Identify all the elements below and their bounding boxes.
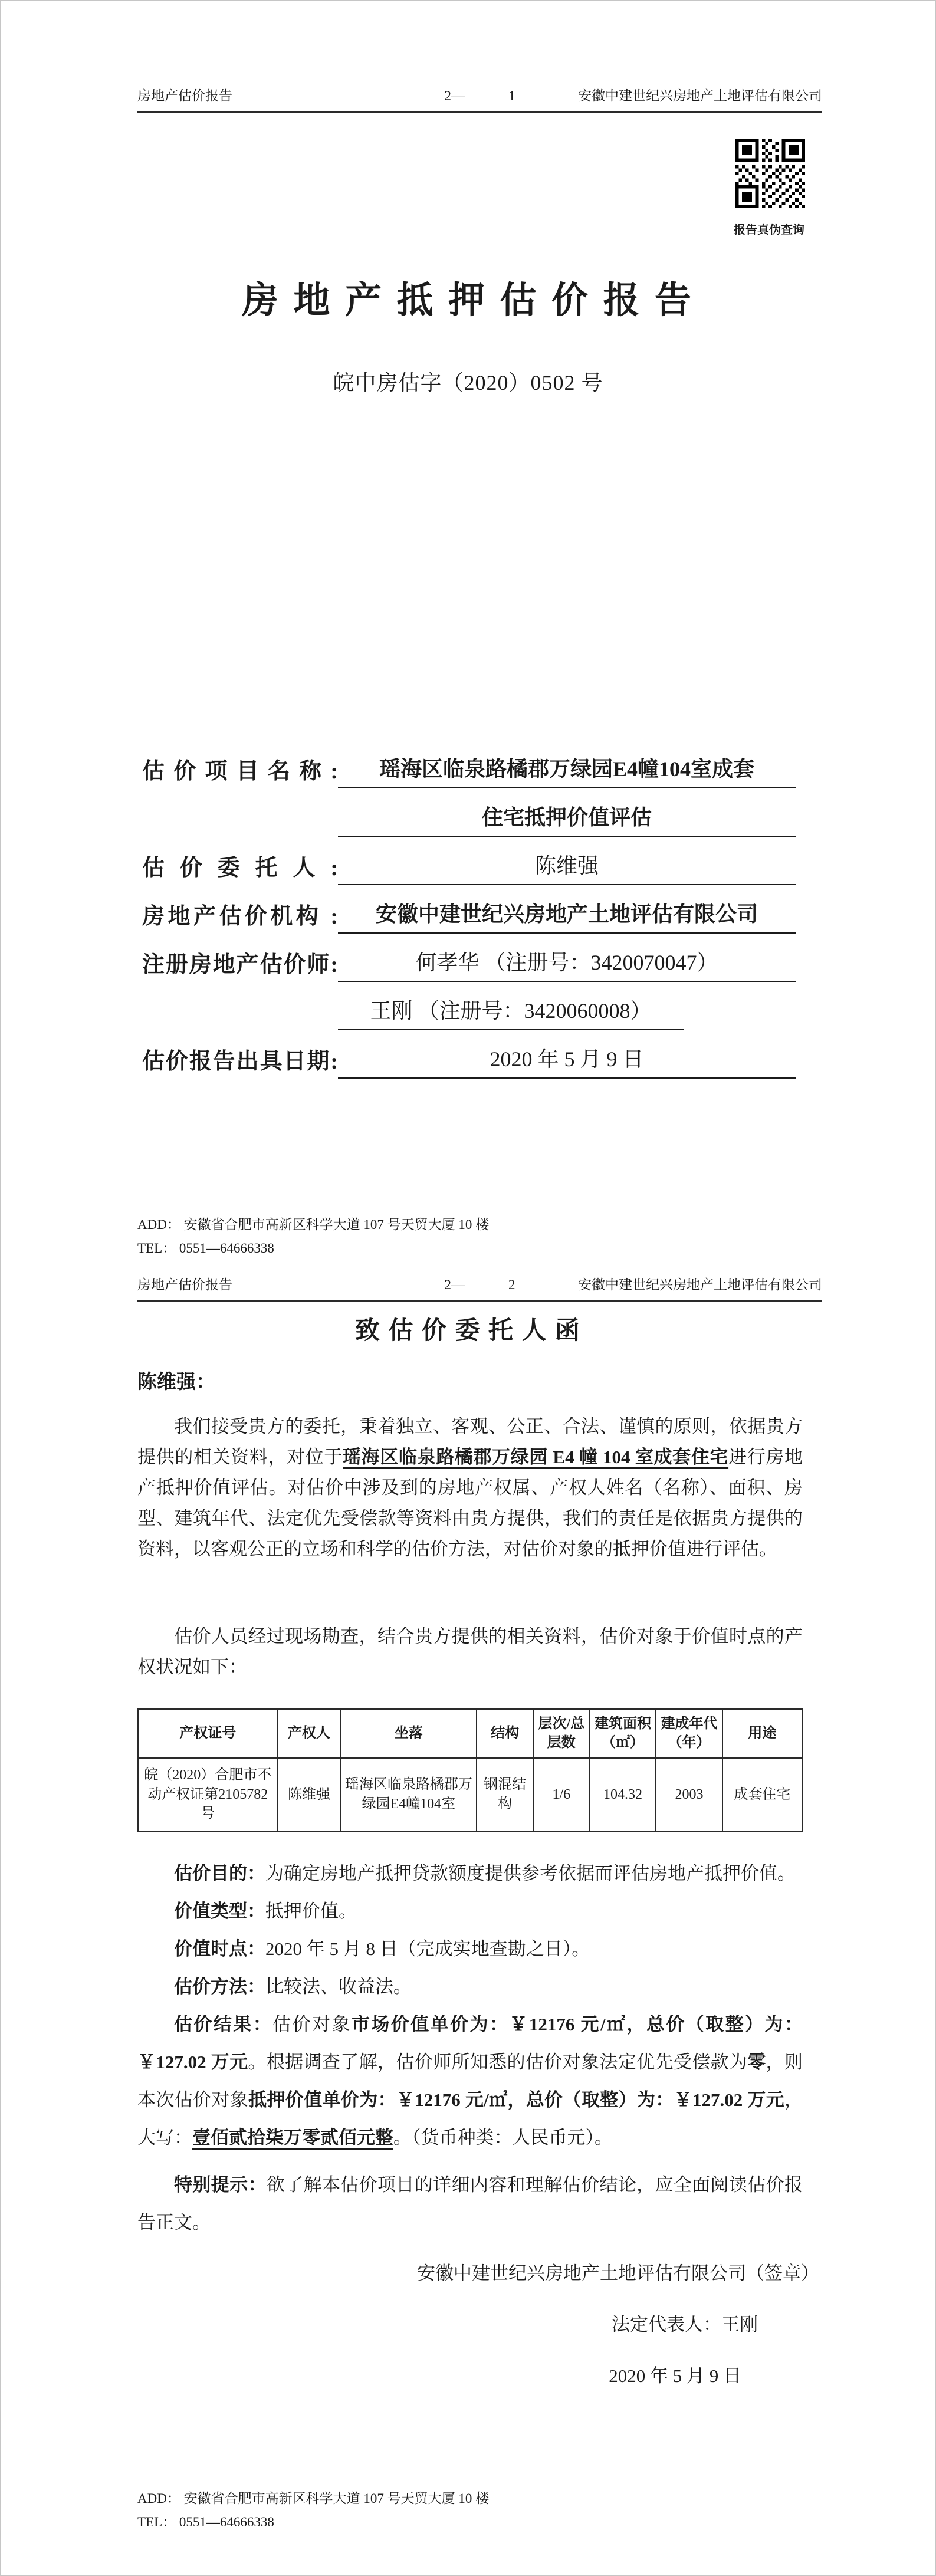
result-text: ，则本次估价对象 [137,2052,803,2110]
page2-running-header [137,1277,822,1302]
qr-verification-block [734,139,806,237]
table-header-row [138,1709,802,1758]
form-row-appraiser-1 [142,934,796,982]
client-value: 陈维强 [338,849,796,885]
page-number-prefix: 2— [444,1277,465,1292]
report-date-label: 估价报告出具日期: [142,1049,338,1074]
cell-use: 成套住宅 [722,1758,802,1831]
result-text: 估价对象 [272,2014,352,2035]
report-date-value: 2020 年 5 月 9 日 [338,1043,796,1079]
qr-code-icon [735,139,805,208]
signature-company: 安徽中建世纪兴房地产土地评估有限公司（签章） [417,2263,819,2283]
col-header-owner: 产权人 [277,1709,340,1758]
appraisal-summary-items [137,1855,803,2242]
col-header-use: 用途 [722,1709,802,1758]
item-purpose-text: 为确定房地产抵押贷款额度提供参考依据而评估房地产抵押价值。 [265,1863,796,1884]
item-result-label: 估价结果： [174,2014,273,2035]
result-priority-claim: 零 [747,2052,766,2072]
page2-footer [137,2487,489,2534]
result-text: 。根据调查了解，估价师所知悉的估价对象法定优先受偿款为 [248,2052,748,2072]
form-row-appraiser-2 [142,982,796,1030]
item-result [137,2006,803,2157]
form-row-project-cont [142,788,796,837]
item-value-type [137,1892,803,1930]
appraiser-label-spacer [142,1027,338,1030]
page-number-value: 1 [508,88,515,103]
item-method-label: 估价方法： [174,1976,265,1997]
cell-year-built: 2003 [656,1758,722,1831]
col-header-location: 坐落 [340,1709,477,1758]
paragraph-text: 进行房地产抵押价值评估。对估价中涉及到的房地产权属、产权人姓名（名称）、面积、房型、建筑年代、法定优先受偿款等资料由贵方提供，我们的责任是依据贵方提供的资料，以客观公正的立场和科学的估价方法，对估价对象的抵押价值进行评估。 [137,1447,803,1559]
form-row-project [142,740,796,788]
project-name-label-spacer [142,833,338,837]
signature-legal-representative: 法定代表人：王刚 [612,2314,758,2335]
page1-running-header [137,88,822,113]
running-header-company: 安徽中建世纪兴房地产土地评估有限公司 [578,88,822,103]
item-special-note-label: 特别提示： [174,2174,267,2195]
item-method-text: 比较法、收益法。 [265,1976,412,1997]
table-row [138,1758,802,1831]
result-mortgage-value: 抵押价值单价为：￥12176 元/㎡，总价（取整）为：￥127.02 万元 [248,2089,784,2110]
cell-cert-no: 皖（2020）合肥市不动产权证第2105782号 [138,1758,277,1831]
report-number: 皖中房估字（2020）0502 号 [333,371,603,395]
item-purpose [137,1855,803,1892]
result-market-value: 市场价值单价为：￥12176 元/㎡，总价（取整）为：￥127.02 万元 [137,2014,803,2072]
letter-paragraph-survey: 估价人员经过现场勘查，结合贵方提供的相关资料，估价对象于价值时点的产权状况如下： [137,1626,803,1677]
signature-block [137,2258,819,2412]
result-text: ，大写： [137,2089,803,2148]
cell-structure: 钢混结构 [477,1758,533,1831]
subject-property-name: 瑶海区临泉路橘郡万绿园 E4 幢 104 室成套住宅 [343,1447,729,1467]
cell-location: 瑶海区临泉路橘郡万绿园E4幢104室 [340,1758,477,1831]
agency-value: 安徽中建世纪兴房地产土地评估有限公司 [338,898,796,934]
footer-tel: TEL： 0551—64666338 [137,2515,274,2529]
page1-page-number [445,88,515,104]
item-special-note [137,2166,803,2242]
agency-label: 房地产估价机构 : [142,904,338,929]
cell-floor: 1/6 [533,1758,590,1831]
footer-tel: TEL： 0551—64666338 [137,1241,274,1256]
item-special-note-text: 欲了解本估价项目的详细内容和理解估价结论，应全面阅读估价报告正文。 [137,2174,803,2233]
col-header-cert-no: 产权证号 [138,1709,277,1758]
qr-caption: 报告真伪查询 [734,224,804,236]
col-header-structure: 结构 [477,1709,533,1758]
letter-paragraph-commission [137,1411,803,1565]
col-header-area: 建筑面积（㎡） [590,1709,656,1758]
item-value-date-label: 价值时点： [174,1938,265,1959]
property-rights-table [137,1708,803,1832]
footer-address: ADD： 安徽省合肥市高新区科学大道 107 号天贸大厦 10 楼 [137,1217,490,1232]
result-text: 。（货币种类：人民币元）。 [393,2127,613,2148]
page-number-prefix: 2— [444,88,465,103]
letter-salutation: 陈维强： [137,1372,215,1393]
page-number-value: 2 [508,1277,515,1292]
form-row-agency [142,885,796,934]
project-name-value-line1: 瑶海区临泉路橘郡万绿园E4幢104室成套 [338,753,796,788]
result-amount-in-words: 壹佰贰拾柒万零贰佰元整 [192,2127,393,2148]
page2-page-number [445,1277,515,1293]
cell-area: 104.32 [590,1758,656,1831]
running-header-company: 安徽中建世纪兴房地产土地评估有限公司 [578,1277,822,1292]
item-method [137,1968,803,2006]
signature-date: 2020 年 5 月 9 日 [609,2365,741,2386]
project-name-label: 估 价 项 目 名 称 : [142,759,338,784]
running-header-doc-title: 房地产估价报告 [137,88,232,103]
running-header-doc-title: 房地产估价报告 [137,1277,232,1292]
item-value-type-label: 价值类型： [174,1901,265,1921]
form-row-client [142,837,796,885]
cell-owner: 陈维强 [277,1758,340,1831]
item-value-date-text: 2020 年 5 月 8 日（完成实地查勘之日）。 [265,1938,590,1959]
letter-title: 致 估 价 委 托 人 函 [354,1317,581,1345]
paragraph-text: 我们接受贵方的委托，秉着独立、客观、公正、合法、谨慎的原则，依据贵方提供的相关资料，对位于 [137,1416,803,1467]
cover-form [142,740,796,1079]
report-title: 房 地 产 抵 押 估 价 报 告 [241,281,694,321]
col-header-year-built: 建成年代（年） [656,1709,722,1758]
item-purpose-label: 估价目的： [174,1863,265,1884]
project-name-value-line2: 住宅抵押价值评估 [338,801,796,837]
page1-footer [137,1213,489,1260]
col-header-floor: 层次/总层数 [533,1709,590,1758]
client-label: 估 价 委 托 人 : [142,856,338,880]
appraiser-value-1: 何孝华 （注册号：3420070047） [338,946,796,982]
form-row-report-date [142,1030,796,1079]
appraiser-value-2: 王刚 （注册号：3420060008） [338,994,684,1030]
footer-address: ADD： 安徽省合肥市高新区科学大道 107 号天贸大厦 10 楼 [137,2491,490,2506]
item-value-date [137,1930,803,1968]
item-value-type-text: 抵押价值。 [265,1901,357,1921]
appraiser-label: 注册房地产估价师: [142,952,338,977]
